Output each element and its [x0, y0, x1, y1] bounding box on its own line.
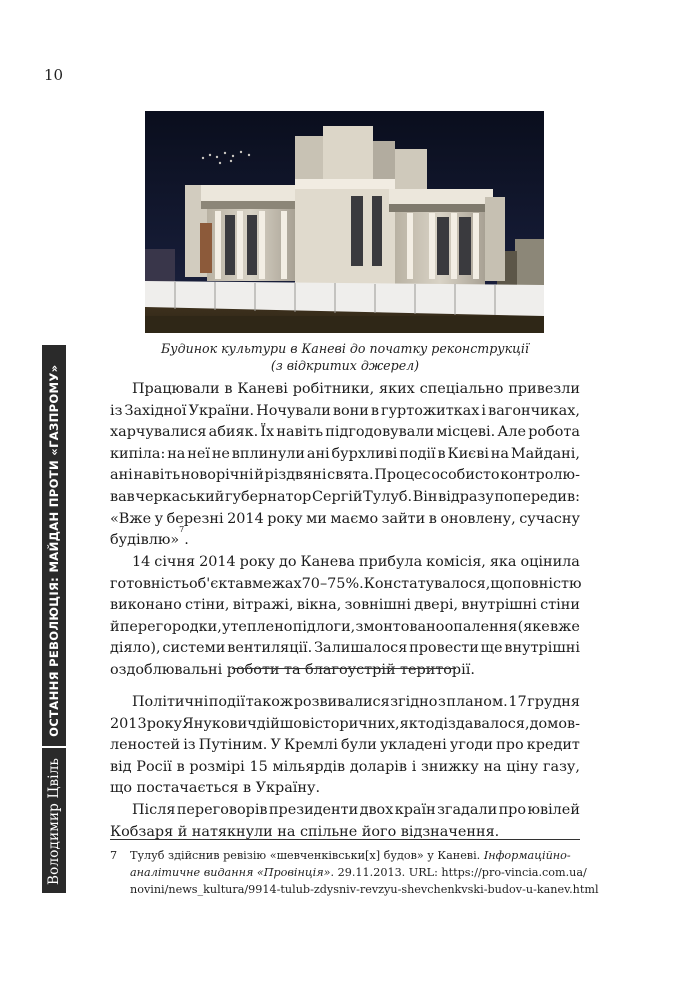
paragraph-3	[110, 692, 580, 800]
text-line-last: Кобзаря й натякнули на спільне його відзначення.	[110, 823, 500, 840]
text-line: Працювали в Каневі робітники, яких спеціально привезли	[132, 381, 580, 397]
text-line-last: що постачається в Україну.	[110, 780, 321, 797]
text-line: «Вже у березні 2014 року ми маємо зайти в оновлену, сучасну	[110, 510, 580, 527]
figure-caption	[110, 340, 580, 374]
text-line: кипіла: на неї не вплинули ані бурхливі події в Києві на Майдані,	[110, 445, 580, 462]
paragraph-1	[110, 379, 580, 552]
paragraph-4	[110, 800, 580, 843]
building-photo	[145, 111, 544, 333]
text-line: готовність об'єкта в межах 70–75 %. Констатувалося, що повністю	[110, 575, 582, 592]
section-separator	[232, 668, 456, 669]
text-line: й перегородки, утеплено підлоги, змонтовано опалення (яке вже	[110, 618, 580, 635]
text-line-last: оздоблювальні роботи та благоустрій території.	[110, 661, 475, 678]
caption-line: (з відкритих джерел)	[270, 358, 420, 373]
text-line: діяло), системи вентиляції. Залишалося провести ще внутрішні	[110, 640, 580, 657]
text-line-last: будівлю» 7 .	[110, 530, 580, 552]
paragraph-2	[110, 552, 580, 682]
footnote	[110, 847, 599, 898]
text-line: від Росії в розмірі 15 мільярдів доларів і знижку на ціну газу,	[110, 758, 580, 775]
text-line: Після переговорів президенти двох країн згадали про ювілей	[132, 802, 580, 818]
text-line: Політичні події також розвивалися згідно з планом. 17 грудня	[132, 694, 580, 710]
footnote-ref: 7	[179, 525, 185, 535]
text-line: із Західної України. Ночували вони в гуртожитках і вагончиках,	[110, 402, 580, 419]
text-line: вав черкаський губернатор Сергій Тулуб. Він відразу попередив:	[110, 488, 580, 505]
running-head-title: ОСТАННЯ РЕВОЛЮЦІЯ: МАЙДАН ПРОТИ «ГАЗПРОМУ»	[47, 364, 61, 737]
running-head	[42, 345, 66, 893]
text-line: 14 січня 2014 року до Канева прибула комісія, яка оцінила	[132, 554, 580, 570]
running-head-divider	[42, 746, 66, 748]
footnote-line	[130, 847, 580, 864]
running-head-author: Володимир Цвіль	[46, 757, 62, 885]
footnote-number: 7	[110, 849, 118, 862]
text-line: виконано стіни, вітражі, вікна, зовнішні двері, внутрішні стіни	[110, 597, 580, 614]
footnote-text: . 29.11.2013. URL: https://pro-vincia.com.ua/	[330, 866, 587, 879]
footnote-url[interactable]: novini/news_kultura/9914-tulub-zdysniv-revzyu-shevchenkvski-budov-u-kanev.html	[130, 883, 599, 896]
footnote-rule	[110, 839, 580, 840]
footnote-line	[130, 864, 587, 881]
text-line: харчувалися абияк. Їх навіть підгодовували місцеві. Але робота	[110, 424, 580, 441]
text-line: 2013 року Янукович дійшов історичних, як тоді здавалося, домов-	[110, 715, 580, 732]
text-line: леностей із Путіним. У Кремлі були укладені угоди про кредит	[110, 737, 580, 754]
caption-line: Будинок культури в Каневі до початку реконструкції	[161, 341, 529, 356]
page-number: 10	[44, 66, 64, 84]
text-line: ані навіть новорічні й різдвяні свята. Процес особисто контролю-	[110, 467, 580, 484]
footnote-source: аналітичне видання «Провінція»	[130, 866, 331, 879]
text-line-content: будівлю»	[110, 532, 180, 549]
footnote-source: Інформаційно-	[483, 849, 571, 862]
footnote-text: Тулуб здійснив ревізію «шевченківськи[х] будов» у Каневі.	[130, 849, 484, 862]
